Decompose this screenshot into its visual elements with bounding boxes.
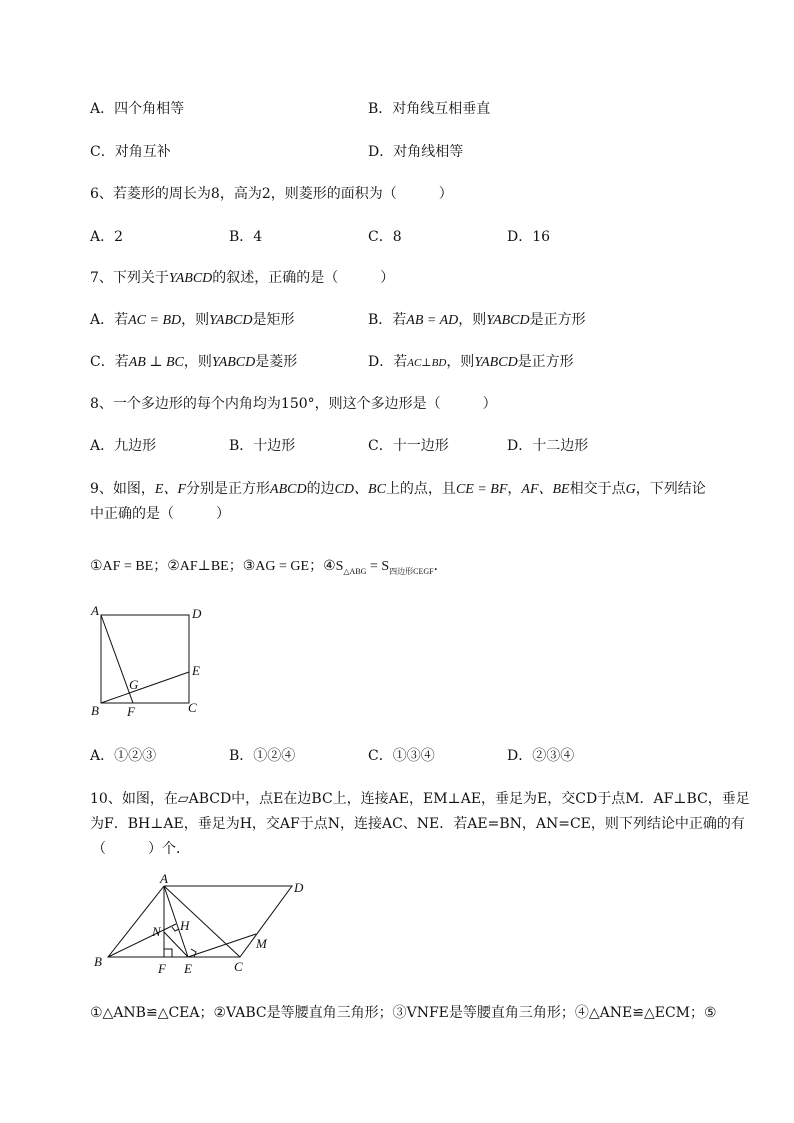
q9-figure — [88, 600, 208, 720]
q7-d-ap: YABCD — [474, 355, 518, 370]
q7-option-d — [368, 351, 574, 371]
q9-label-f: F — [127, 704, 135, 719]
q10-stem-line2: 为F．BH⊥AE，垂足为H，交AF于点N，连接AC、NE．若AE=BN，AN=CE，则下列结论中正确的有 — [90, 816, 745, 832]
q9-t11: 相交于点 — [569, 481, 626, 497]
q10-line-em — [188, 934, 256, 957]
q7-c-pre: C．若 — [90, 354, 129, 370]
q9-line-be — [101, 672, 189, 703]
q9-option-d: D．②③④ — [507, 748, 575, 764]
q9-t2: E、F — [154, 482, 187, 497]
q9-option-a: A．①②③ — [90, 748, 157, 764]
q7-d-post: 是正方形 — [517, 354, 574, 370]
q10-line-ac — [164, 886, 240, 957]
q7-c-mid: ，则 — [183, 354, 212, 370]
q9-cond-sub2: 四边形CEGF — [389, 566, 434, 576]
q10-right-angle-f — [164, 949, 172, 957]
q10-line-ne — [164, 932, 188, 957]
q7-parallelogram: YABCD — [168, 271, 213, 286]
q9-t5: 的边 — [306, 481, 335, 497]
q9-cond-sub1: △ABG — [343, 566, 367, 576]
q10-label-m: M — [256, 936, 267, 951]
q9-t4: ABCD — [270, 482, 307, 497]
q9-cond-main: ①AF = BE；②AF⊥BE；③AG = GE；④S — [90, 559, 344, 574]
q9-t3: 分别是正方形 — [186, 481, 271, 497]
q7-d-pre: D．若 — [368, 354, 408, 370]
q8-option-d: D．十二边形 — [507, 438, 589, 454]
q9-t12: G — [625, 482, 636, 497]
q7-option-a — [90, 309, 295, 329]
q6-stem: 6、若菱形的周长为8，高为2，则菱形的面积为（ ） — [90, 186, 453, 202]
q9-label-c: C — [188, 700, 197, 715]
q10-label-n: N — [152, 924, 161, 939]
q5-option-b: B．对角线互相垂直 — [368, 101, 491, 117]
q10-conclusions: ①△ANB≌△CEA；②VABC是等腰直角三角形；③VNFE是等腰直角三角形；④△ANE≌△ECM；⑤ — [90, 1005, 717, 1021]
q7-a-pre: A．若 — [90, 312, 129, 328]
q10-label-h: H — [180, 918, 190, 933]
q9-stem-line2: 中正确的是（ ） — [90, 506, 230, 522]
q7-stem — [90, 267, 394, 287]
q9-t10: AF、BE — [521, 482, 570, 497]
q9-t8: CE = BF — [455, 482, 508, 497]
q8-option-b: B．十边形 — [229, 438, 296, 454]
q6-option-d: D．16 — [507, 229, 551, 245]
q10-label-e: E — [184, 961, 192, 976]
q9-cond-end: ． — [433, 559, 448, 574]
q9-t1: 9、如图， — [90, 481, 155, 497]
q9-conditions — [90, 555, 448, 577]
q7-a-post: 是矩形 — [252, 312, 295, 328]
q7-stem-pre: 7、下列关于 — [90, 270, 169, 286]
q9-stem-line1 — [90, 478, 706, 498]
q5-option-c: C．对角互补 — [90, 144, 171, 160]
q9-square — [101, 615, 189, 703]
q7-option-b — [368, 309, 586, 329]
q10-label-a: A — [160, 872, 168, 886]
q5-option-a: A．四个角相等 — [90, 101, 185, 117]
q9-label-e: E — [192, 663, 200, 678]
q10-line-bh — [108, 924, 176, 957]
q10-label-f: F — [158, 961, 166, 976]
q5-option-d: D．对角线相等 — [368, 144, 464, 160]
q7-b-post: 是正方形 — [529, 312, 586, 328]
q9-t6: CD、BC — [334, 482, 386, 497]
q9-label-b: B — [91, 703, 99, 718]
q10-label-d: D — [294, 880, 304, 895]
q7-b-mid: ，则 — [458, 312, 487, 328]
q7-d-cond: AC⊥BD — [407, 357, 447, 369]
q7-b-pre: B．若 — [368, 312, 407, 328]
q8-stem: 8、一个多边形的每个内角均为150°，则这个多边形是（ ） — [90, 396, 497, 412]
q7-stem-post: 的叙述，正确的是（ ） — [212, 270, 395, 286]
q7-c-ap: YABCD — [211, 355, 256, 370]
q6-option-c: C．8 — [368, 229, 402, 245]
q9-t9: ， — [507, 481, 522, 497]
q6-option-b: B．4 — [229, 229, 263, 245]
q6-option-a: A．2 — [90, 229, 124, 245]
q9-label-d: D — [192, 606, 202, 621]
q10-label-c: C — [234, 959, 243, 974]
q9-cond-eq: = S — [366, 559, 390, 574]
q7-a-ap: YABCD — [209, 313, 253, 328]
q7-d-mid: ，则 — [446, 354, 475, 370]
q9-option-b: B．①②④ — [229, 748, 296, 764]
q9-label-g: G — [129, 677, 139, 692]
q7-c-post: 是菱形 — [255, 354, 298, 370]
q8-option-a: A．九边形 — [90, 438, 157, 454]
q9-label-a: A — [91, 603, 99, 618]
q9-t7: 上的点，且 — [385, 481, 456, 497]
q7-option-c — [90, 351, 297, 371]
q10-stem-line3: （ ）个． — [92, 841, 190, 857]
q9-option-c: C．①③④ — [368, 748, 435, 764]
q7-c-cond: AB ⊥ BC — [128, 355, 184, 370]
q8-option-c: C．十一边形 — [368, 438, 449, 454]
q7-a-cond: AC = BD — [128, 313, 182, 328]
q7-b-cond: AB = AD — [406, 313, 459, 328]
q10-stem-line1: 10、如图，在▱ABCD中，点E在边BC上，连接AE，EM⊥AE，垂足为E，交CD于点M．AF⊥BC，垂足 — [90, 791, 750, 807]
q10-label-b: B — [94, 954, 102, 969]
q10-figure — [88, 872, 318, 982]
q9-t13: ，下列结论 — [635, 481, 706, 497]
q7-a-mid: ，则 — [181, 312, 210, 328]
q7-b-ap: YABCD — [486, 313, 530, 328]
